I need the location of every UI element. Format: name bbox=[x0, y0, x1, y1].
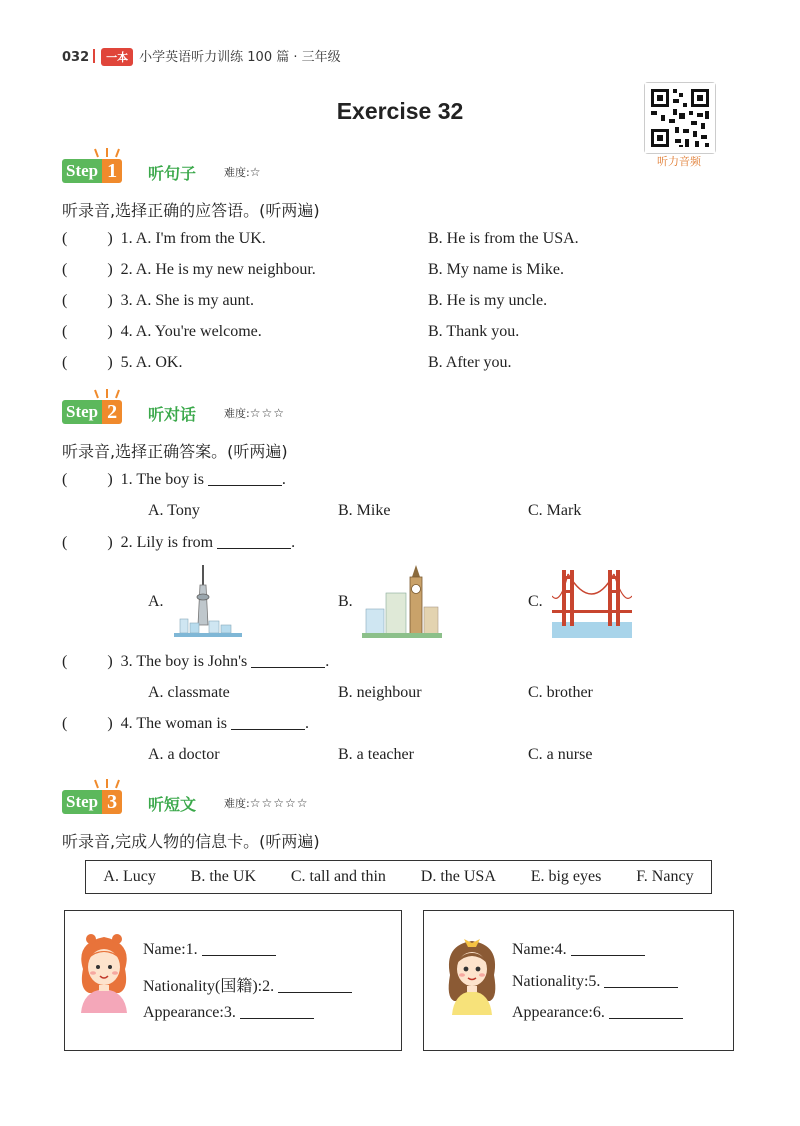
step1-q5 bbox=[62, 354, 182, 372]
answer-blank[interactable] bbox=[208, 471, 282, 486]
step2-name: 听对话 bbox=[148, 405, 197, 424]
answer-paren-open[interactable]: ( bbox=[62, 292, 68, 309]
word-bank-item: E. big eyes bbox=[530, 868, 602, 885]
answer-paren-open[interactable]: ( bbox=[62, 261, 68, 278]
difficulty-label: 难度: bbox=[224, 407, 250, 420]
option-a: A. He is my new neighbour. bbox=[135, 261, 316, 278]
step3-word: Step bbox=[62, 790, 102, 814]
answer-paren-close: ) bbox=[107, 230, 113, 247]
answer-paren-close: ) bbox=[107, 653, 113, 670]
option-a: A. You're welcome. bbox=[135, 323, 262, 340]
answer-paren-open[interactable]: ( bbox=[62, 653, 68, 670]
answer-blank[interactable] bbox=[231, 715, 305, 730]
step1-q1-option-b: B. He is from the USA. bbox=[428, 230, 579, 247]
girl-brown-hair-icon bbox=[440, 931, 504, 1015]
step2-q2-option-c: C. bbox=[528, 593, 543, 610]
question-stem: 4. The woman is bbox=[120, 715, 228, 732]
step2-badge bbox=[62, 400, 122, 424]
step1-name: 听句子 bbox=[148, 164, 197, 183]
header-divider bbox=[93, 49, 95, 63]
exercise-title: Exercise 32 bbox=[336, 98, 464, 124]
page-number: 032 bbox=[62, 50, 90, 65]
answer-blank[interactable] bbox=[251, 653, 325, 668]
step2-q4 bbox=[62, 715, 309, 733]
publisher-logo: 一本 bbox=[101, 48, 133, 66]
golden-gate-bridge-icon bbox=[552, 566, 632, 638]
card2-nationality-row bbox=[512, 973, 678, 991]
step1-word: Step bbox=[62, 159, 102, 183]
question-number: 2. bbox=[120, 261, 133, 278]
card2-appearance-row bbox=[512, 1004, 683, 1022]
step1-q1 bbox=[62, 230, 266, 248]
option-a: A. OK. bbox=[135, 354, 183, 371]
card1-appearance-row bbox=[143, 1004, 314, 1022]
step1-q5-option-b: B. After you. bbox=[428, 354, 512, 371]
step3-name: 听短文 bbox=[148, 795, 197, 814]
answer-paren-open[interactable]: ( bbox=[62, 323, 68, 340]
step3-badge bbox=[62, 790, 122, 814]
card2-appearance-blank[interactable] bbox=[609, 1004, 683, 1019]
card1-appearance-blank[interactable] bbox=[240, 1004, 314, 1019]
step2-q1 bbox=[62, 471, 286, 489]
stem-period: . bbox=[291, 534, 296, 551]
difficulty-stars: ☆ bbox=[249, 165, 262, 179]
step1-q4 bbox=[62, 323, 262, 341]
stem-period: . bbox=[305, 715, 310, 732]
question-stem: 1. The boy is bbox=[120, 471, 204, 488]
difficulty-label: 难度: bbox=[224, 797, 250, 810]
step1-q3-option-b: B. He is my uncle. bbox=[428, 292, 548, 309]
answer-paren-close: ) bbox=[107, 261, 113, 278]
answer-paren-open[interactable]: ( bbox=[62, 534, 68, 551]
qr-label: 听力音频 bbox=[657, 155, 701, 168]
card2-name-row bbox=[512, 941, 645, 959]
info-card-2 bbox=[423, 910, 734, 1051]
answer-blank[interactable] bbox=[217, 534, 291, 549]
difficulty-label: 难度: bbox=[224, 166, 250, 179]
card2-appearance-label: Appearance:6. bbox=[512, 1004, 605, 1021]
card2-nationality-blank[interactable] bbox=[604, 973, 678, 988]
step2-q1-option-b: B. Mike bbox=[338, 502, 391, 519]
answer-paren-close: ) bbox=[107, 292, 113, 309]
question-stem: 2. Lily is from bbox=[120, 534, 214, 551]
card2-nationality-label: Nationality:5. bbox=[512, 973, 601, 990]
stem-period: . bbox=[325, 653, 330, 670]
answer-paren-open[interactable]: ( bbox=[62, 354, 68, 371]
step1-difficulty bbox=[224, 164, 261, 180]
card1-name-blank[interactable] bbox=[202, 941, 276, 956]
answer-paren-close: ) bbox=[107, 471, 113, 488]
step2-q3-option-a: A. classmate bbox=[148, 684, 230, 701]
word-bank bbox=[85, 860, 712, 894]
step2-q4-option-c: C. a nurse bbox=[528, 746, 593, 763]
step2-q3-option-b: B. neighbour bbox=[338, 684, 422, 701]
step2-q2 bbox=[62, 534, 295, 552]
option-a: A. She is my aunt. bbox=[135, 292, 254, 309]
book-title: 小学英语听力训练 100 篇 · 三年级 bbox=[139, 50, 341, 65]
word-bank-item: C. tall and thin bbox=[290, 868, 386, 885]
info-card-1 bbox=[64, 910, 402, 1051]
option-a: A. I'm from the UK. bbox=[135, 230, 266, 247]
card1-nationality-blank[interactable] bbox=[278, 978, 352, 993]
step2-q4-option-b: B. a teacher bbox=[338, 746, 414, 763]
step2-q2-option-a: A. bbox=[148, 593, 164, 610]
step2-q1-option-a: A. Tony bbox=[148, 502, 200, 519]
word-bank-item: F. Nancy bbox=[636, 868, 694, 885]
step1-badge bbox=[62, 159, 122, 183]
step2-number: 2 bbox=[102, 400, 122, 424]
girl-red-hair-icon bbox=[71, 929, 137, 1013]
word-bank-item: B. the UK bbox=[190, 868, 256, 885]
step3-instruction: 听录音,完成人物的信息卡。(听两遍) bbox=[62, 832, 320, 851]
step2-difficulty bbox=[224, 405, 285, 421]
card1-nationality-row bbox=[143, 973, 352, 996]
question-number: 4. bbox=[120, 323, 133, 340]
answer-paren-close: ) bbox=[107, 323, 113, 340]
stem-period: . bbox=[281, 471, 286, 488]
step1-q2 bbox=[62, 261, 316, 279]
answer-paren-close: ) bbox=[107, 354, 113, 371]
step2-q3-option-c: C. brother bbox=[528, 684, 593, 701]
step1-instruction: 听录音,选择正确的应答语。(听两遍) bbox=[62, 201, 320, 220]
step2-q3 bbox=[62, 653, 329, 671]
card1-name-row bbox=[143, 941, 276, 959]
question-number: 3. bbox=[120, 292, 133, 309]
answer-paren-close: ) bbox=[107, 715, 113, 732]
page-header bbox=[62, 46, 341, 66]
qr-code-icon[interactable] bbox=[644, 82, 716, 154]
step2-q4-option-a: A. a doctor bbox=[148, 746, 220, 763]
word-bank-item: D. the USA bbox=[420, 868, 496, 885]
step1-q2-option-b: B. My name is Mike. bbox=[428, 261, 564, 278]
step3-number: 3 bbox=[102, 790, 122, 814]
answer-paren-close: ) bbox=[107, 534, 113, 551]
card2-name-blank[interactable] bbox=[571, 941, 645, 956]
card1-name-label: Name:1. bbox=[143, 941, 198, 958]
word-bank-item: A. Lucy bbox=[103, 868, 156, 885]
question-stem: 3. The boy is John's bbox=[120, 653, 248, 670]
step1-q4-option-b: B. Thank you. bbox=[428, 323, 520, 340]
step1-number: 1 bbox=[102, 159, 122, 183]
answer-paren-open[interactable]: ( bbox=[62, 471, 68, 488]
step2-q2-option-b: B. bbox=[338, 593, 353, 610]
difficulty-stars: ☆☆☆ bbox=[249, 406, 285, 420]
answer-paren-open[interactable]: ( bbox=[62, 230, 68, 247]
card1-appearance-label: Appearance:3. bbox=[143, 1004, 236, 1021]
big-ben-icon bbox=[362, 563, 442, 639]
question-number: 5. bbox=[120, 354, 133, 371]
step2-q1-option-c: C. Mark bbox=[528, 502, 582, 519]
card2-name-label: Name:4. bbox=[512, 941, 567, 958]
answer-paren-open[interactable]: ( bbox=[62, 715, 68, 732]
cn-tower-icon bbox=[172, 563, 244, 639]
step2-instruction: 听录音,选择正确答案。(听两遍) bbox=[62, 442, 288, 461]
step3-difficulty bbox=[224, 795, 309, 811]
card1-nationality-label: Nationality(国籍):2. bbox=[143, 978, 275, 995]
question-number: 1. bbox=[120, 230, 133, 247]
difficulty-stars: ☆☆☆☆☆ bbox=[249, 796, 309, 810]
step2-word: Step bbox=[62, 400, 102, 424]
step1-q3 bbox=[62, 292, 254, 310]
